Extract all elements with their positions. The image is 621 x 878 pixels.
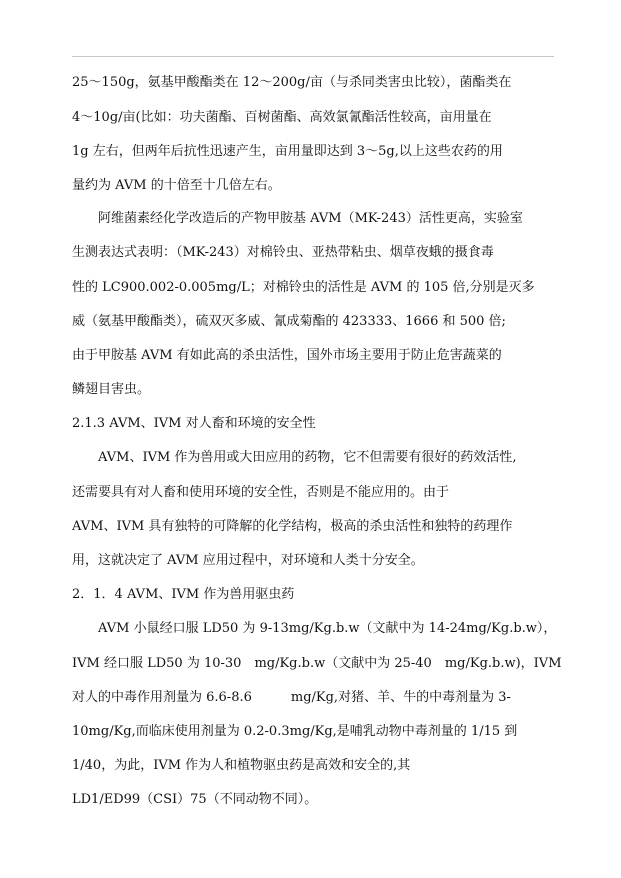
text-line: 4～10g/亩(比如：功夫菌酯、百树菌酯、高效氯氰酯活性较高，亩用量在 <box>72 110 492 125</box>
text-line: 由于甲胺基 AVM 有如此高的杀虫活性，国外市场主要用于防止危害蔬菜的 <box>72 348 502 363</box>
text-line: 1g 左右，但两年后抗性迅速产生，亩用量即达到 3～5g,以上这些农药的用 <box>72 144 503 159</box>
section-heading: 2.1.3 AVM、IVM 对人畜和环境的安全性 <box>72 416 316 431</box>
header-rule <box>72 56 554 57</box>
text-line: 25～150g，氨基甲酸酯类在 12～200g/亩（与杀同类害虫比较），菌酯类在 <box>72 75 512 90</box>
paragraph-first-line: AVM 小鼠经口服 LD50 为 9-13mg/Kg.b.w（文献中为 14-24mg/Kg.b.w）， <box>98 621 557 636</box>
paragraph-first-line: AVM、IVM 作为兽用或大田应用的药物，它不但需要有很好的药效活性, <box>98 450 517 465</box>
text-line: 用，这就决定了 AVM 应用过程中，对环境和人类十分安全。 <box>72 553 424 568</box>
text-line: 生测表达式表明：（MK-243）对棉铃虫、亚热带粘虫、烟草夜蛾的摄食毒 <box>72 245 494 260</box>
text-line: 性的 LC900.002-0.005mg/L；对棉铃虫的活性是 AVM 的 105 倍,分别是灭多 <box>72 280 535 295</box>
text-line: 威（氨基甲酸酯类），硫双灭多威、氰成菊酯的 423333、1666 和 500 倍; <box>72 314 506 329</box>
paragraph-first-line: 阿维菌素经化学改造后的产物甲胺基 AVM（MK-243）活性更高，实验室 <box>98 211 523 226</box>
text-line: 对人的中毒作用剂量为 6.6-8.6 mg/Kg,对猪、羊、牛的中毒剂量为 3- <box>72 690 511 705</box>
text-line: IVM 经口服 LD50 为 10-30 mg/Kg.b.w（文献中为 25-40 mg/Kg.b.w)，IVM <box>72 656 562 671</box>
text-line: 鳞翅目害虫。 <box>72 382 151 397</box>
text-line: AVM、IVM 具有独特的可降解的化学结构，极高的杀虫活性和独特的药理作 <box>72 519 513 534</box>
text-line: LD1/ED99（CSI）75（不同动物不同）。 <box>72 792 318 807</box>
text-line: 10mg/Kg,而临床使用剂量为 0.2-0.3mg/Kg,是哺乳动物中毒剂量的 1/15 到 <box>72 724 518 739</box>
text-line: 1/40，为此，IVM 作为人和植物驱虫药是高效和安全的,其 <box>72 758 411 773</box>
text-line: 量约为 AVM 的十倍至十几倍左右。 <box>72 178 281 193</box>
section-heading: 2．1．4 AVM、IVM 作为兽用驱虫药 <box>72 587 295 602</box>
text-line: 还需要具有对人畜和使用环境的安全性，否则是不能应用的。由于 <box>72 485 450 500</box>
